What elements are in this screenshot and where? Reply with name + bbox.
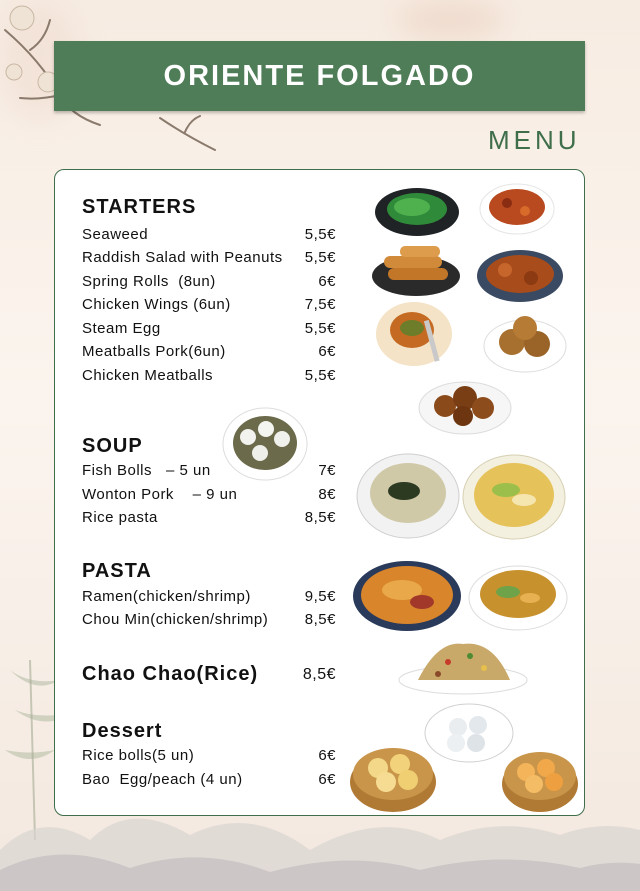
menu-item: Spring Rolls (8un) [82,273,216,290]
menu-item: Fish Bolls – 5 un [82,462,211,479]
menu-item-price: 8,5€ [302,666,336,683]
fried-meatballs-photo [482,306,568,374]
section-title-soup: SOUP [82,435,143,457]
wonton-soup-photo [356,453,460,539]
menu-item: Wonton Pork – 9 un [82,486,238,503]
chow-mein-photo [468,560,568,632]
title-banner [54,41,585,111]
menu-item: Meatballs Pork(6un) [82,343,226,360]
menu-item-price: 6€ [318,273,336,290]
menu-item: Rice pasta [82,509,158,526]
menu-item: Seaweed [82,226,149,243]
egg-bao-photo [348,736,438,814]
menu-item: Bao Egg/peach (4 un) [82,771,243,788]
menu-item-price: 5,5€ [304,320,336,337]
steamed-egg-photo [374,300,454,368]
menu-item-price: 8,5€ [304,611,336,628]
menu-item-price: 7€ [318,462,336,479]
menu-item: Ramen(chicken/shrimp) [82,588,251,605]
section-title-chao-chao: Chao Chao(Rice) [82,663,259,685]
rice-pasta-soup-photo [462,454,566,540]
background-blot [395,0,505,40]
menu-item: Steam Egg [82,320,161,337]
menu-item: Chicken Meatballs [82,367,214,384]
fried-rice-photo [398,636,528,696]
menu-item: Raddish Salad with Peanuts [82,249,283,266]
chicken-wings-photo [475,242,565,304]
menu-heading: MENU [488,125,581,155]
menu-item-price: 8,5€ [304,509,336,526]
menu-item-price: 7,5€ [304,296,336,313]
menu-item-price: 9,5€ [304,588,336,605]
chicken-meatballs-photo [417,370,513,436]
menu-item-price: 8€ [318,486,336,503]
section-title-dessert: Dessert [82,720,163,742]
menu-item-price: 6€ [318,343,336,360]
menu-item-price: 5,5€ [304,226,336,243]
menu-item-price: 6€ [318,747,336,764]
spring-rolls-photo [370,240,462,298]
section-title-pasta: PASTA [82,560,152,582]
menu-item-price: 5,5€ [304,367,336,384]
restaurant-name: ORIENTE FOLGADO [163,59,476,92]
seaweed-salad-photo [372,180,462,240]
spicy-peanut-chicken-photo [477,177,557,237]
menu-item: Rice bolls(5 un) [82,747,195,764]
menu-item: Chou Min(chicken/shrimp) [82,611,269,628]
fish-balls-soup-photo [222,407,308,481]
menu-item-price: 6€ [318,771,336,788]
peach-bao-photo [500,740,580,814]
section-title-starters: STARTERS [82,196,197,218]
ramen-noodles-photo [352,560,462,632]
menu-item-price: 5,5€ [304,249,336,266]
menu-item: Chicken Wings (6un) [82,296,231,313]
